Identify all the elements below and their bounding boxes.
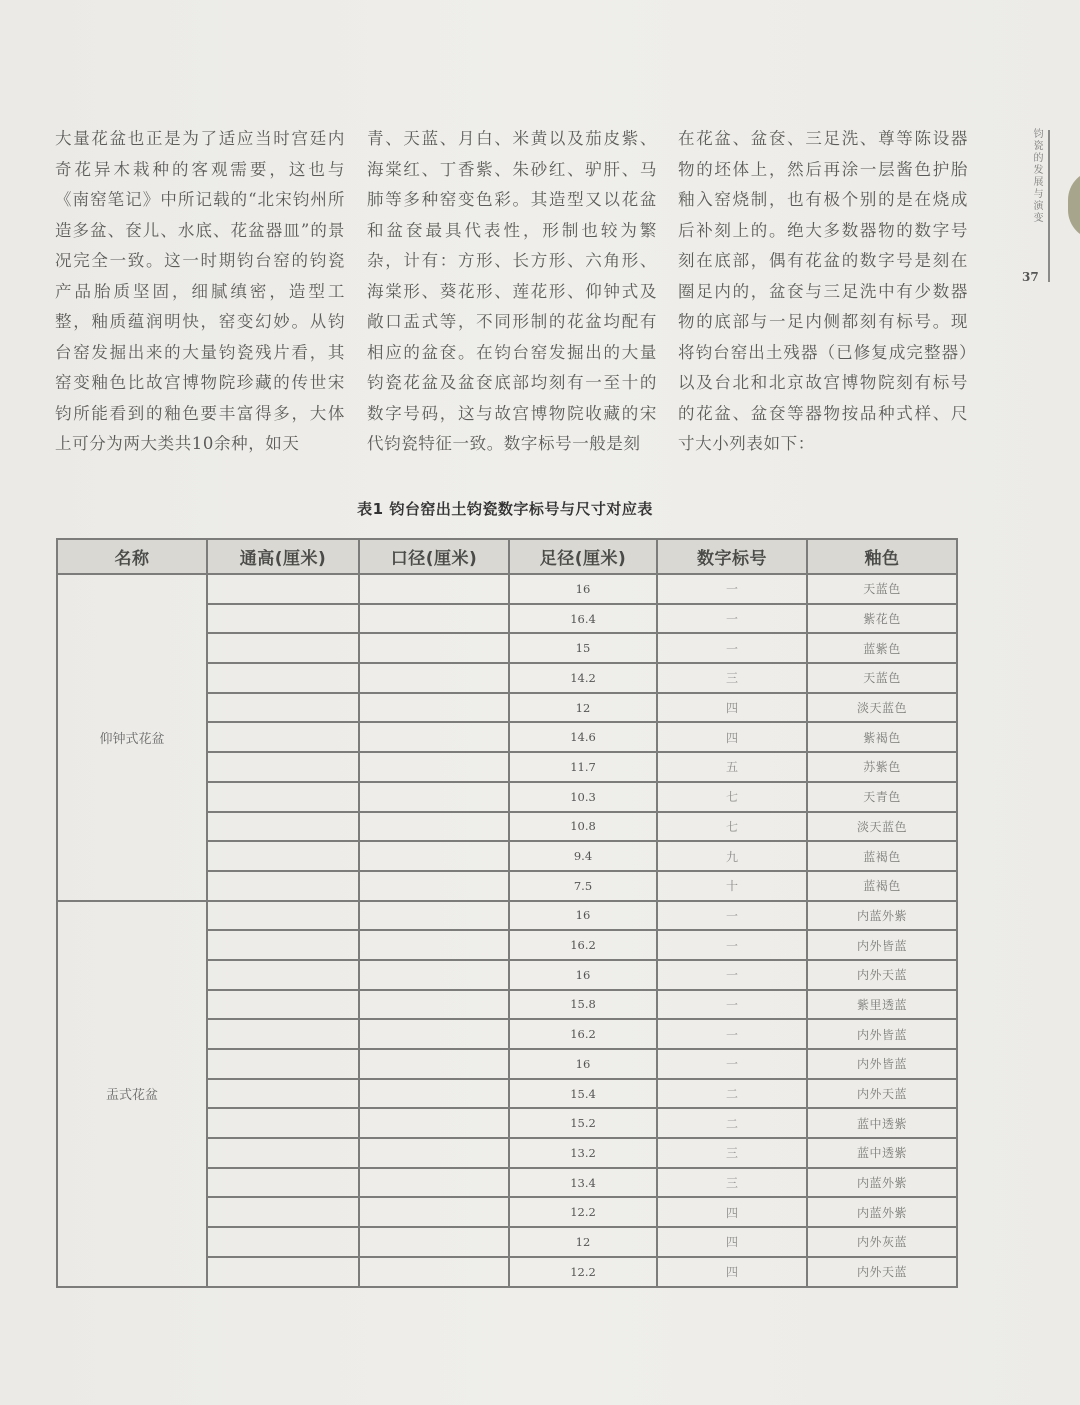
header-foot-diameter: 足径(厘米) <box>509 539 657 574</box>
glaze-cell: 内外天蓝 <box>807 1079 957 1109</box>
mouth-diameter-cell <box>359 663 509 693</box>
number-mark-cell: 一 <box>657 930 807 960</box>
text-column-3 <box>678 124 968 460</box>
header-number-mark: 数字标号 <box>657 539 807 574</box>
foot-diameter-cell: 12 <box>509 1227 657 1257</box>
glaze-cell: 内蓝外紫 <box>807 1168 957 1198</box>
glaze-cell: 内外皆蓝 <box>807 1019 957 1049</box>
number-mark-cell: 七 <box>657 782 807 812</box>
height-cell <box>207 1138 359 1168</box>
glaze-cell: 天青色 <box>807 782 957 812</box>
mouth-diameter-cell <box>359 871 509 901</box>
height-cell <box>207 722 359 752</box>
mouth-diameter-cell <box>359 604 509 634</box>
group-name-cell: 盂式花盆 <box>57 901 207 1287</box>
number-mark-cell: 四 <box>657 1227 807 1257</box>
height-cell <box>207 901 359 931</box>
mouth-diameter-cell <box>359 1108 509 1138</box>
glaze-cell: 紫花色 <box>807 604 957 634</box>
foot-diameter-cell: 16 <box>509 574 657 604</box>
table-row <box>57 901 957 931</box>
data-table <box>56 538 958 1288</box>
height-cell <box>207 693 359 723</box>
foot-diameter-cell: 16 <box>509 901 657 931</box>
text-column-1 <box>55 124 345 460</box>
text-column-2 <box>367 124 657 460</box>
number-mark-cell: 三 <box>657 1138 807 1168</box>
height-cell <box>207 1227 359 1257</box>
glaze-cell: 内蓝外紫 <box>807 1197 957 1227</box>
number-mark-cell: 一 <box>657 633 807 663</box>
foot-diameter-cell: 16 <box>509 1049 657 1079</box>
mouth-diameter-cell <box>359 1138 509 1168</box>
height-cell <box>207 990 359 1020</box>
header-height: 通高(厘米) <box>207 539 359 574</box>
height-cell <box>207 1108 359 1138</box>
table-body <box>57 574 957 1287</box>
glaze-cell: 蓝褐色 <box>807 871 957 901</box>
height-cell <box>207 752 359 782</box>
running-head: 钧瓷的发展与演变 <box>1031 128 1042 224</box>
number-mark-cell: 二 <box>657 1079 807 1109</box>
height-cell <box>207 1168 359 1198</box>
header-name: 名称 <box>57 539 207 574</box>
height-cell <box>207 633 359 663</box>
number-mark-cell: 四 <box>657 722 807 752</box>
glaze-cell: 天蓝色 <box>807 574 957 604</box>
glaze-cell: 紫褐色 <box>807 722 957 752</box>
mouth-diameter-cell <box>359 1049 509 1079</box>
foot-diameter-cell: 15 <box>509 633 657 663</box>
glaze-cell: 内外灰蓝 <box>807 1227 957 1257</box>
glaze-cell: 蓝紫色 <box>807 633 957 663</box>
foot-diameter-cell: 12 <box>509 693 657 723</box>
mouth-diameter-cell <box>359 812 509 842</box>
height-cell <box>207 1019 359 1049</box>
number-mark-cell: 十 <box>657 871 807 901</box>
foot-diameter-cell: 15.2 <box>509 1108 657 1138</box>
header-mouth-diameter: 口径(厘米) <box>359 539 509 574</box>
number-mark-cell: 七 <box>657 812 807 842</box>
number-mark-cell: 一 <box>657 960 807 990</box>
number-mark-cell: 四 <box>657 693 807 723</box>
height-cell <box>207 841 359 871</box>
thumb-tab-marker <box>1068 170 1080 240</box>
glaze-cell: 紫里透蓝 <box>807 990 957 1020</box>
glaze-cell: 内外天蓝 <box>807 960 957 990</box>
mouth-diameter-cell <box>359 693 509 723</box>
glaze-cell: 蓝中透紫 <box>807 1108 957 1138</box>
glaze-cell: 内外皆蓝 <box>807 1049 957 1079</box>
height-cell <box>207 663 359 693</box>
paragraph: 在花盆、盆奁、三足洗、尊等陈设器物的坯体上，然后再涂一层酱色护胎釉入窑烧制，也有极个别的是在烧成后补刻上的。绝大多数器物的数字号刻在底部，偶有花盆的数字号是刻在圈足内的，盆奁与三足洗中有少数器物的底部与一足内侧都刻有标号。现将钧台窑出土残器（已修复成完整器）以及台北和北京故宫博物院刻有标号的花盆、盆奁等器物按品种式样、尺寸大小列表如下： <box>678 129 968 453</box>
mouth-diameter-cell <box>359 1257 509 1287</box>
mouth-diameter-cell <box>359 1197 509 1227</box>
number-mark-cell: 四 <box>657 1197 807 1227</box>
foot-diameter-cell: 13.4 <box>509 1168 657 1198</box>
foot-diameter-cell: 16.4 <box>509 604 657 634</box>
running-head-rule <box>1048 130 1050 282</box>
height-cell <box>207 1197 359 1227</box>
foot-diameter-cell: 14.6 <box>509 722 657 752</box>
mouth-diameter-cell <box>359 752 509 782</box>
height-cell <box>207 1049 359 1079</box>
mouth-diameter-cell <box>359 901 509 931</box>
foot-diameter-cell: 16 <box>509 960 657 990</box>
number-mark-cell: 一 <box>657 901 807 931</box>
glaze-cell: 天蓝色 <box>807 663 957 693</box>
mouth-diameter-cell <box>359 960 509 990</box>
height-cell <box>207 930 359 960</box>
glaze-cell: 蓝中透紫 <box>807 1138 957 1168</box>
mouth-diameter-cell <box>359 1168 509 1198</box>
foot-diameter-cell: 11.7 <box>509 752 657 782</box>
glaze-cell: 蓝褐色 <box>807 841 957 871</box>
mouth-diameter-cell <box>359 841 509 871</box>
number-mark-cell: 一 <box>657 990 807 1020</box>
glaze-cell: 淡天蓝色 <box>807 812 957 842</box>
glaze-cell: 淡天蓝色 <box>807 693 957 723</box>
mouth-diameter-cell <box>359 1227 509 1257</box>
glaze-cell: 内蓝外紫 <box>807 901 957 931</box>
paragraph: 青、天蓝、月白、米黄以及茄皮紫、海棠红、丁香紫、朱砂红、驴肝、马肺等多种窑变色彩。其造型又以花盆和盆奁最具代表性，形制也较为繁杂，计有：方形、长方形、六角形、海棠形、葵花形、莲花形、仰钟式及敞口盂式等，不同形制的花盆均配有相应的盆奁。在钧台窑发掘出的大量钧瓷花盆及盆奁底部均刻有一至十的数字号码，这与故宫博物院收藏的宋代钧瓷特征一致。数字标号一般是刻 <box>367 129 657 453</box>
number-mark-cell: 一 <box>657 1019 807 1049</box>
paragraph: 大量花盆也正是为了适应当时宫廷内奇花异木栽种的客观需要，这也与《南窑笔记》中所记载的“北宋钧州所造多盆、奁儿、水底、花盆器皿”的景况完全一致。这一时期钧台窑的钧瓷产品胎质坚固，细腻缜密，造型工整，釉质蕴润明快，窑变幻妙。从钧台窑发掘出来的大量钧瓷残片看，其窑变釉色比故宫博物院珍藏的传世宋钧所能看到的釉色要丰富得多，大体上可分为两大类共10余种，如天 <box>55 129 345 453</box>
page-number: 37 <box>1022 270 1039 284</box>
number-mark-cell: 五 <box>657 752 807 782</box>
mouth-diameter-cell <box>359 1019 509 1049</box>
mouth-diameter-cell <box>359 930 509 960</box>
height-cell <box>207 1257 359 1287</box>
foot-diameter-cell: 12.2 <box>509 1257 657 1287</box>
foot-diameter-cell: 10.8 <box>509 812 657 842</box>
foot-diameter-cell: 12.2 <box>509 1197 657 1227</box>
number-mark-cell: 四 <box>657 1257 807 1287</box>
mouth-diameter-cell <box>359 782 509 812</box>
foot-diameter-cell: 16.2 <box>509 1019 657 1049</box>
foot-diameter-cell: 14.2 <box>509 663 657 693</box>
number-mark-cell: 三 <box>657 1168 807 1198</box>
header-glaze: 釉色 <box>807 539 957 574</box>
height-cell <box>207 782 359 812</box>
table-title: 表1 钧台窑出土钧瓷数字标号与尺寸对应表 <box>357 500 653 518</box>
height-cell <box>207 871 359 901</box>
number-mark-cell: 一 <box>657 604 807 634</box>
foot-diameter-cell: 15.4 <box>509 1079 657 1109</box>
height-cell <box>207 960 359 990</box>
height-cell <box>207 812 359 842</box>
height-cell <box>207 1079 359 1109</box>
mouth-diameter-cell <box>359 990 509 1020</box>
number-mark-cell: 三 <box>657 663 807 693</box>
mouth-diameter-cell <box>359 633 509 663</box>
number-mark-cell: 一 <box>657 1049 807 1079</box>
mouth-diameter-cell <box>359 722 509 752</box>
height-cell <box>207 604 359 634</box>
foot-diameter-cell: 13.2 <box>509 1138 657 1168</box>
table-header-row <box>57 539 957 574</box>
glaze-cell: 内外皆蓝 <box>807 930 957 960</box>
group-name-cell: 仰钟式花盆 <box>57 574 207 901</box>
foot-diameter-cell: 9.4 <box>509 841 657 871</box>
table-row <box>57 574 957 604</box>
height-cell <box>207 574 359 604</box>
foot-diameter-cell: 7.5 <box>509 871 657 901</box>
glaze-cell: 苏紫色 <box>807 752 957 782</box>
number-mark-cell: 九 <box>657 841 807 871</box>
foot-diameter-cell: 15.8 <box>509 990 657 1020</box>
foot-diameter-cell: 10.3 <box>509 782 657 812</box>
mouth-diameter-cell <box>359 574 509 604</box>
glaze-cell: 内外天蓝 <box>807 1257 957 1287</box>
foot-diameter-cell: 16.2 <box>509 930 657 960</box>
mouth-diameter-cell <box>359 1079 509 1109</box>
number-mark-cell: 一 <box>657 574 807 604</box>
number-mark-cell: 二 <box>657 1108 807 1138</box>
